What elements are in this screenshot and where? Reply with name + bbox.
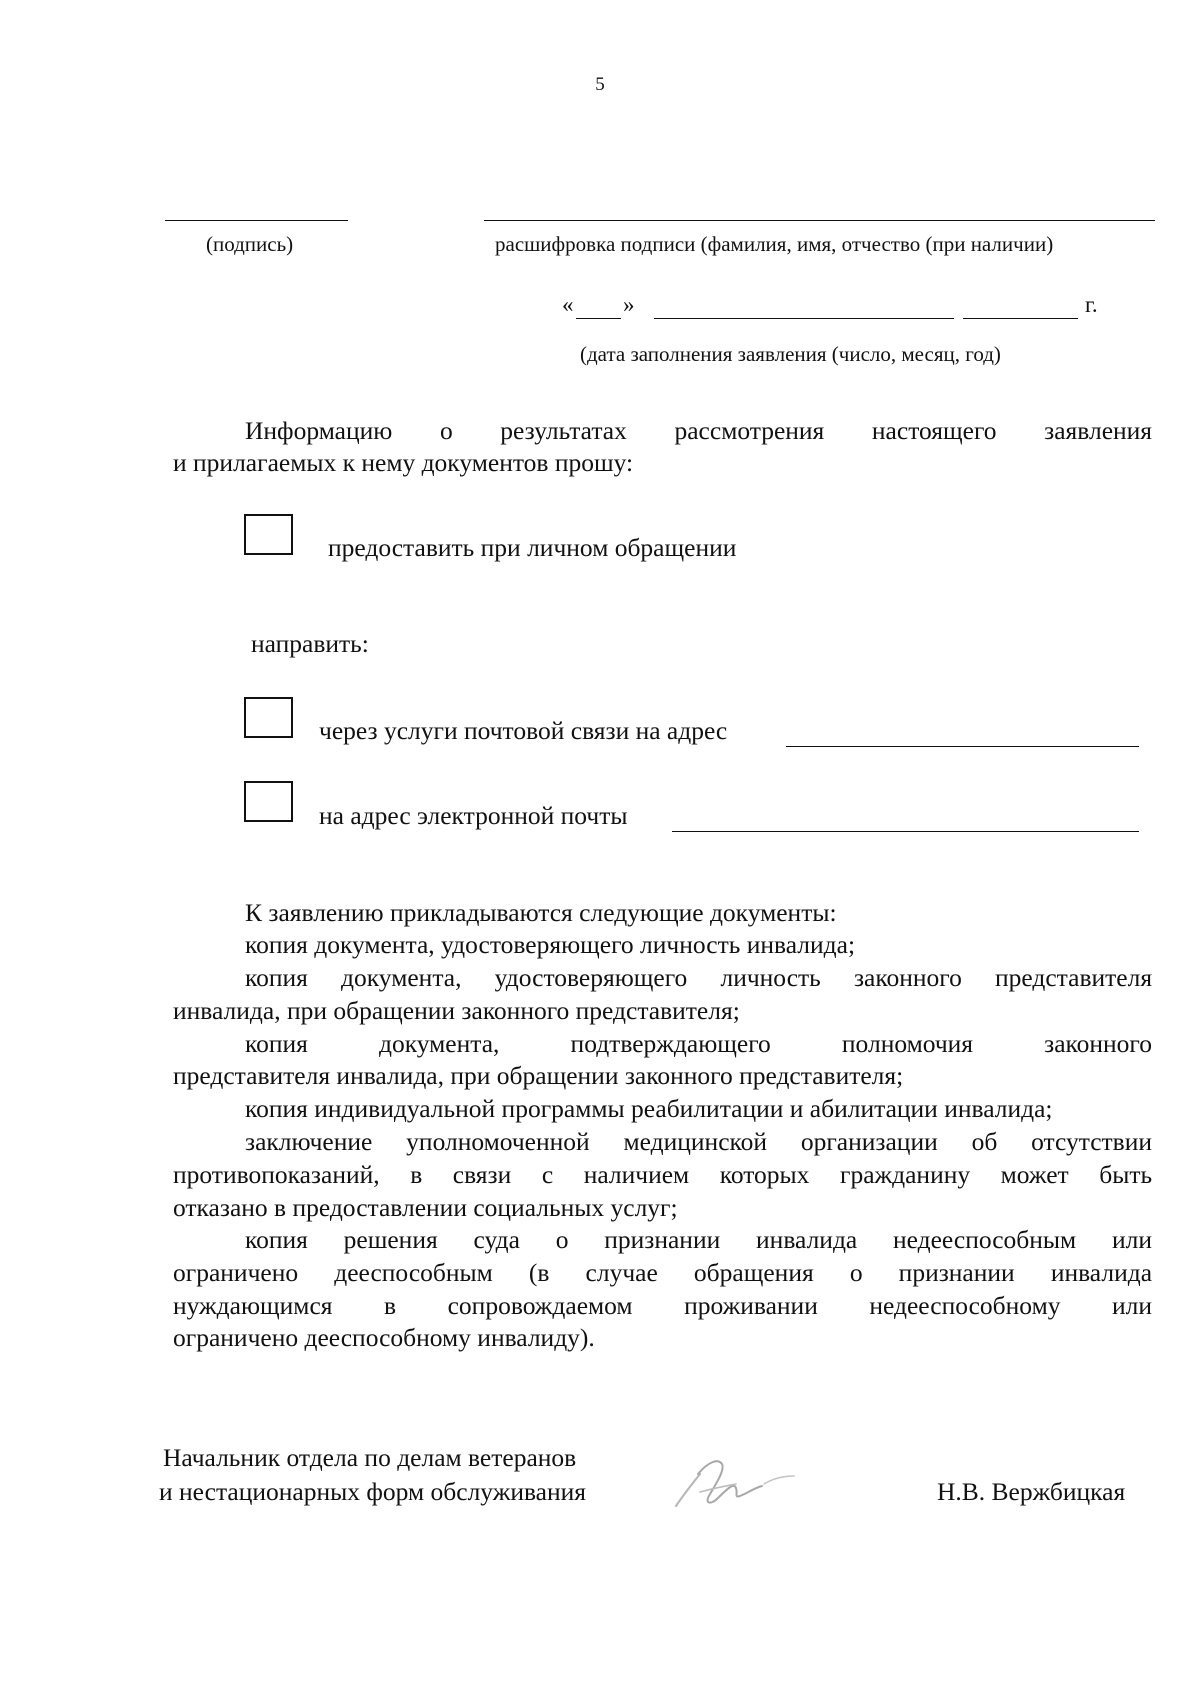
- option-personal-label: предоставить при личном обращении: [328, 533, 737, 562]
- document-item-4: копия индивидуальной программы реабилитации и абилитации инвалида;: [245, 1094, 1053, 1123]
- signature-caption: (подпись): [206, 232, 294, 256]
- checkbox-personal[interactable]: [244, 514, 293, 555]
- document-item-6-line1: копия решения суда о признании инвалида недееспособным или: [245, 1225, 1153, 1254]
- email-address-line[interactable]: [672, 831, 1139, 832]
- info-request-line1: Информацию о результатах рассмотрения настоящего заявления: [245, 416, 1153, 445]
- option-email-label: на адрес электронной почты: [319, 801, 628, 830]
- date-day-line[interactable]: [576, 318, 621, 319]
- date-caption: (дата заполнения заявления (число, месяц, год): [580, 342, 1001, 366]
- year-suffix: г.: [1085, 292, 1098, 317]
- document-item-2-line2: инвалида, при обращении законного представителя;: [173, 996, 740, 1025]
- option-post-label: через услуги почтовой связи на адрес: [319, 716, 728, 745]
- page-number: 5: [595, 74, 605, 95]
- checkbox-post[interactable]: [244, 697, 293, 738]
- signer-position-line2: и нестационарных форм обслуживания: [159, 1477, 587, 1506]
- post-address-line[interactable]: [786, 746, 1139, 747]
- documents-intro: К заявлению прикладываются следующие документы:: [245, 898, 837, 927]
- document-item-5-line1: заключение уполномоченной медицинской организации об отсутствии: [245, 1127, 1152, 1156]
- send-label: направить:: [251, 629, 369, 658]
- checkbox-email[interactable]: [244, 781, 293, 822]
- signer-position-line1: Начальник отдела по делам ветеранов: [163, 1443, 577, 1472]
- info-request-line2: и прилагаемых к нему документов прошу:: [173, 448, 634, 477]
- date-close-quote: »: [623, 292, 635, 317]
- document-item-1: копия документа, удостоверяющего личность инвалида;: [245, 930, 856, 959]
- date-row: [562, 292, 1102, 322]
- document-item-5-line3: отказано в предоставлении социальных услуг;: [173, 1193, 678, 1222]
- signature-decode-caption: расшифровка подписи (фамилия, имя, отчество (при наличии): [495, 232, 1054, 256]
- date-month-line[interactable]: [654, 318, 954, 319]
- document-item-5-line2: противопоказаний, в связи с наличием которых гражданину может быть: [173, 1160, 1153, 1189]
- signature-line[interactable]: [165, 220, 348, 221]
- document-item-6-line2: ограничено дееспособным (в случае обращения о признании инвалида: [173, 1258, 1153, 1287]
- document-item-3-line1: копия документа, подтверждающего полномочия законного: [245, 1029, 1153, 1058]
- document-item-6-line4: ограничено дееспособному инвалиду).: [173, 1323, 595, 1352]
- date-year-line[interactable]: [963, 318, 1078, 319]
- signer-name: Н.В. Вержбицкая: [937, 1477, 1126, 1506]
- handwritten-signature: [670, 1448, 800, 1514]
- signature-decode-line[interactable]: [484, 220, 1155, 221]
- date-open-quote: «: [562, 292, 574, 317]
- document-item-6-line3: нуждающимся в сопровождаемом проживании недееспособному или: [173, 1291, 1153, 1320]
- document-item-2-line1: копия документа, удостоверяющего личность законного представителя: [245, 963, 1153, 992]
- document-item-3-line2: представителя инвалида, при обращении законного представителя;: [173, 1061, 904, 1090]
